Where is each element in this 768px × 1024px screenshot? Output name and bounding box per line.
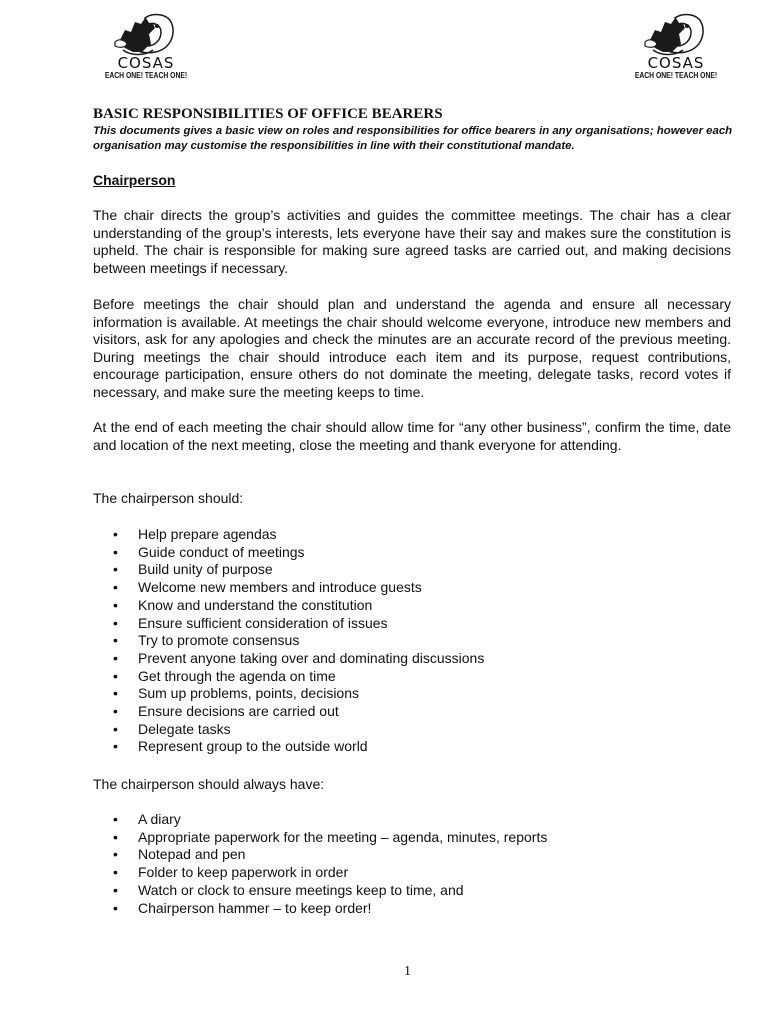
list-item: • Chairperson hammer – to keep order! — [113, 899, 372, 916]
page-number: 1 — [404, 964, 411, 979]
bullet-icon: • — [113, 685, 118, 702]
bullet-icon: • — [113, 811, 118, 827]
bullet-icon: • — [113, 881, 118, 898]
bullet-icon: • — [113, 738, 118, 755]
bullet-icon: • — [113, 828, 118, 845]
list-item: • Notepad and pen — [113, 846, 246, 863]
section-heading-chairperson: Chairperson — [93, 172, 176, 188]
always-have-list — [113, 811, 547, 917]
cosas-logo-right — [626, 12, 726, 92]
logo-tagline: EACH ONE! TEACH ONE! — [634, 71, 718, 80]
list-item: • Represent group to the outside world — [113, 738, 368, 755]
list-item: • Guide conduct of meetings — [113, 543, 305, 560]
list-item: • Ensure decisions are carried out — [113, 703, 339, 720]
list-item: • Try to promote consensus — [113, 632, 300, 649]
cosas-logo-left — [96, 12, 196, 92]
bullet-icon: • — [113, 649, 118, 666]
list-item: • Watch or clock to ensure meetings keep to time, and — [113, 881, 464, 898]
cosas-emblem-icon — [111, 12, 181, 58]
bullet-icon: • — [113, 667, 118, 684]
list-lead-should: The chairperson should: — [93, 490, 244, 506]
list-item: • Folder to keep paperwork in order — [113, 864, 349, 881]
should-list — [113, 526, 484, 756]
bullet-icon: • — [113, 561, 118, 578]
list-item: • Know and understand the constitution — [113, 596, 373, 613]
bullet-icon: • — [113, 703, 118, 720]
logo-brand-text: COSAS — [647, 54, 705, 72]
list-item: • Appropriate paperwork for the meeting – agenda, minutes, reports — [113, 828, 548, 845]
paragraph: The chair directs the group’s activities and guides the committee meetings. The chair has a clear understanding of the group’s interests, lets everyone have their say and makes sure the constitution is upheld. The chair is responsible for making sure agreed tasks are carried out, and making decisions between meetings if necessary. — [93, 207, 731, 276]
list-item: • A diary — [113, 811, 181, 827]
list-item: • Ensure sufficient consideration of issues — [113, 614, 388, 631]
bullet-icon: • — [113, 864, 118, 881]
list-item: • Welcome new members and introduce guests — [113, 579, 422, 596]
document-title: BASIC RESPONSIBILITIES OF OFFICE BEARERS — [93, 106, 443, 122]
bullet-icon: • — [113, 596, 118, 613]
list-item: • Sum up problems, points, decisions — [113, 685, 359, 702]
bullet-icon: • — [113, 543, 118, 560]
document-intro: This documents gives a basic view on roles and responsibilities for office bearers in any organisations; however each organisation may customise the responsibilities in line with their constitutional mandate. — [93, 125, 733, 152]
list-lead-always-have: The chairperson should always have: — [93, 776, 325, 792]
logo-brand-text: COSAS — [117, 54, 175, 72]
logo-tagline: EACH ONE! TEACH ONE! — [104, 71, 188, 80]
cosas-emblem-icon — [641, 12, 711, 58]
bullet-icon: • — [113, 899, 118, 916]
list-item: • Get through the agenda on time — [113, 667, 336, 684]
paragraph: At the end of each meeting the chair should allow time for “any other business”, confirm the time, date and location of the next meeting, close the meeting and thank everyone for attending. — [93, 419, 731, 453]
bullet-icon: • — [113, 846, 118, 863]
bullet-icon: • — [113, 632, 118, 649]
list-item: • Help prepare agendas — [113, 526, 277, 542]
paragraph: Before meetings the chair should plan and understand the agenda and ensure all necessary information is available. At meetings the chair should welcome everyone, introduce new members and visitors, ask for any apologies and check the minutes are an accurate record of the previous meeting. During meetings the chair should introduce each item and its purpose, request contributions, encourage participation, ensure others do not dominate the meeting, delegate tasks, record votes if necessary, and make sure the meeting keeps to time. — [93, 296, 731, 400]
bullet-icon: • — [113, 579, 118, 596]
list-item: • Build unity of purpose — [113, 561, 273, 578]
bullet-icon: • — [113, 720, 118, 737]
bullet-icon: • — [113, 526, 118, 542]
bullet-icon: • — [113, 614, 118, 631]
list-item: • Delegate tasks — [113, 720, 231, 737]
list-item: • Prevent anyone taking over and dominating discussions — [113, 649, 485, 666]
